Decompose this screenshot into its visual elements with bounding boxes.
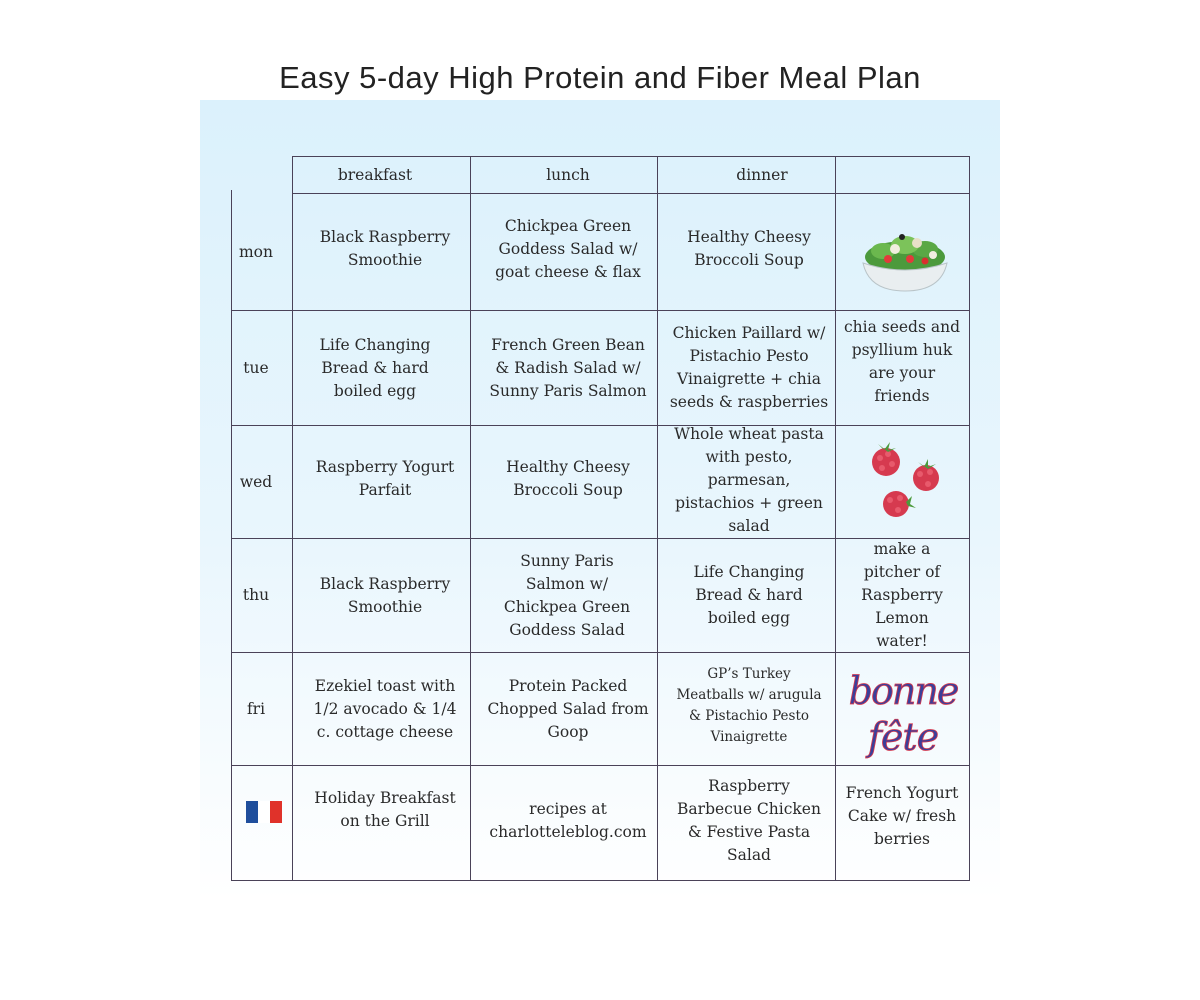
svg-text:bonne: bonne bbox=[848, 669, 958, 713]
lunch-cell: recipes at charlotteleblog.com bbox=[489, 800, 647, 841]
dinner-cell: Raspberry Barbecue Chicken & Festive Pasta Salad bbox=[677, 777, 821, 864]
dinner-cell: Life Changing Bread & hard boiled egg bbox=[693, 563, 805, 627]
lunch-cell: Chickpea Green Goddess Salad w/ goat cheese & flax bbox=[495, 216, 641, 281]
header-breakfast: breakfast bbox=[337, 165, 413, 184]
header-dinner: dinner bbox=[736, 165, 788, 184]
note-cell: make a pitcher of Raspberry Lemon water! bbox=[861, 540, 943, 650]
salad-bowl-illustration bbox=[855, 215, 955, 293]
lunch-cell: Sunny Paris Salmon w/ Chickpea Green Goddess Salad bbox=[503, 551, 631, 639]
bonne-fete-lettering bbox=[847, 656, 959, 760]
day-label: fri bbox=[246, 699, 266, 718]
breakfast-cell: Holiday Breakfast on the Grill bbox=[314, 789, 456, 830]
dinner-cell: Whole wheat pasta with pesto, parmesan, pistachios + green salad bbox=[674, 424, 824, 535]
grid-line bbox=[231, 880, 970, 881]
lunch-cell: French Green Bean & Radish Salad w/ Sunny Paris Salmon bbox=[489, 335, 647, 400]
french-flag-icon bbox=[246, 801, 282, 823]
breakfast-cell: Raspberry Yogurt Parfait bbox=[315, 458, 455, 499]
note-cell: chia seeds and psyllium huk are your friends bbox=[843, 318, 961, 405]
grid-line bbox=[470, 156, 471, 881]
breakfast-cell: Black Raspberry Smoothie bbox=[319, 228, 451, 269]
day-label: mon bbox=[238, 242, 273, 261]
note-cell: French Yogurt Cake w/ fresh berries bbox=[845, 783, 959, 848]
lunch-cell: Healthy Cheesy Broccoli Soup bbox=[506, 458, 630, 499]
grid-line bbox=[969, 156, 970, 881]
day-label: tue bbox=[243, 358, 269, 377]
svg-text:fête: fête bbox=[867, 715, 939, 759]
grid-line bbox=[292, 156, 293, 881]
dinner-cell: Healthy Cheesy Broccoli Soup bbox=[687, 228, 811, 269]
lunch-cell: Protein Packed Chopped Salad from Goop bbox=[487, 676, 649, 741]
dinner-cell: GP’s Turkey Meatballs w/ arugula & Pistachio Pesto Vinaigrette bbox=[676, 666, 822, 745]
day-label: wed bbox=[239, 472, 273, 491]
dinner-cell: Chicken Paillard w/ Pistachio Pesto Vinaigrette + chia seeds & raspberries bbox=[669, 324, 829, 411]
breakfast-cell: Life Changing Bread & hard boiled egg bbox=[319, 335, 431, 400]
breakfast-cell: Black Raspberry Smoothie bbox=[319, 574, 451, 616]
page-title: Easy 5-day High Protein and Fiber Meal Plan bbox=[279, 60, 921, 95]
day-label: thu bbox=[242, 586, 270, 604]
header-lunch: lunch bbox=[546, 165, 590, 184]
raspberries-illustration bbox=[860, 432, 948, 522]
breakfast-cell: Ezekiel toast with 1/2 avocado & 1/4 c. cottage cheese bbox=[313, 676, 457, 741]
